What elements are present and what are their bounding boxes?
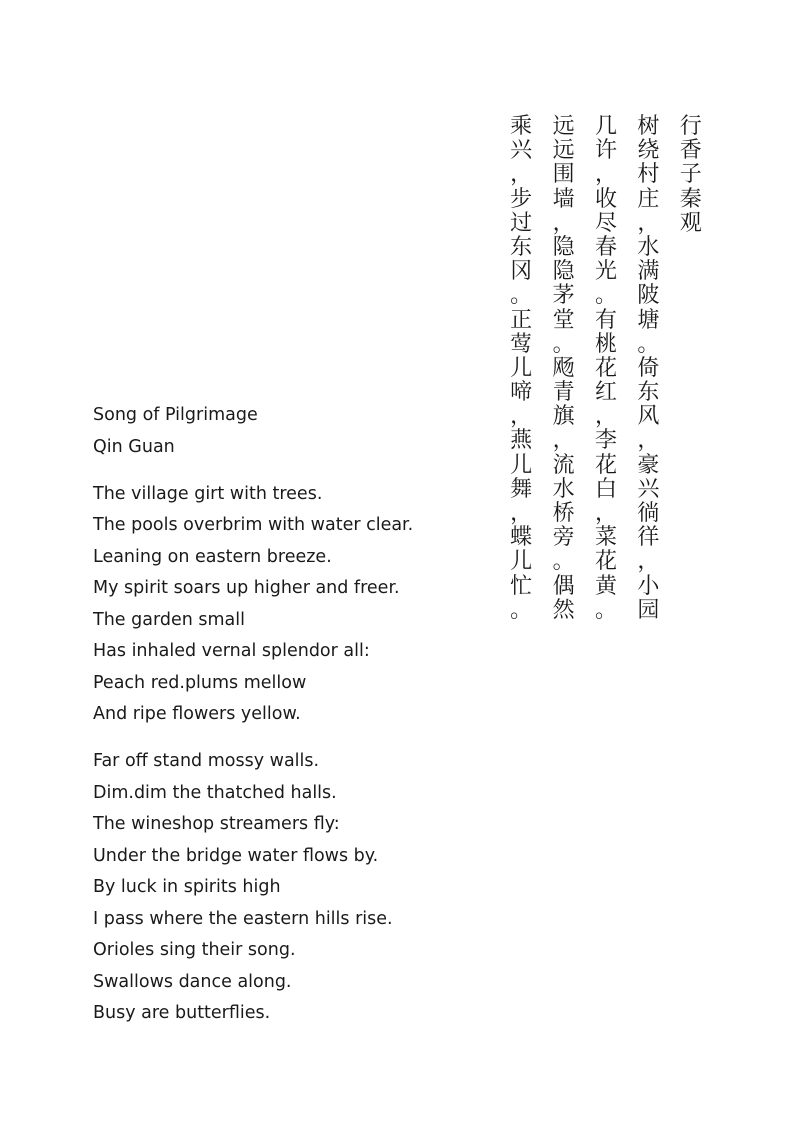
poem-line: Swallows dance along. [93,971,292,992]
chinese-glyph: ， [594,162,617,188]
chinese-glyph: 舞 [510,476,533,502]
chinese-glyph: ， [637,210,660,236]
chinese-glyph: 花 [594,355,617,381]
chinese-glyph: 庄 [637,186,660,212]
poem-line: By luck in spirits high [93,877,281,897]
chinese-glyph: 然 [552,597,575,623]
chinese-poem-column [542,115,584,675]
chinese-glyph: 李 [594,428,617,454]
chinese-glyph: 乘 [510,114,533,139]
poem-line: Far off stand mossy walls. [93,751,320,771]
chinese-glyph: 春 [594,234,617,260]
poem-line: Under the bridge water flows by. [93,845,379,866]
chinese-glyph: 正 [510,307,533,333]
poem-line: Has inhaled vernal splendor all: [93,641,370,661]
chinese-glyph: 墙 [552,186,575,212]
chinese-glyph: ， [510,162,533,188]
chinese-glyph: 远 [552,138,575,164]
chinese-glyph: 蝶 [510,525,533,551]
chinese-glyph: 旗 [552,404,575,430]
chinese-glyph: ， [552,428,575,454]
poem-line: The garden small [93,609,245,630]
chinese-poem-column [585,115,627,675]
chinese-glyph: 东 [510,234,533,260]
poem-line: And ripe flowers yellow. [93,704,301,724]
chinese-glyph: ， [594,404,617,430]
chinese-glyph: 黄 [594,573,617,599]
chinese-glyph: 光 [594,259,617,285]
poem-line: The pools overbrim with water clear. [93,515,414,535]
chinese-glyph: 忙 [510,573,533,599]
chinese-glyph: 。 [552,549,575,575]
chinese-glyph: 桥 [552,501,575,526]
chinese-glyph: 满 [637,259,660,285]
poem-line: The wineshop streamers fly: [93,814,340,834]
chinese-glyph: 青 [552,380,575,406]
chinese-glyph: ， [637,549,660,575]
chinese-title-column [670,115,712,675]
chinese-glyph: 树 [637,114,660,139]
chinese-glyph: 围 [552,162,575,188]
chinese-glyph: 陂 [637,283,660,309]
chinese-glyph: 东 [637,380,660,406]
chinese-glyph: 菜 [594,525,617,551]
chinese-glyph: 堂 [552,307,575,333]
chinese-glyph: ， [552,210,575,236]
chinese-glyph: 隐 [552,234,575,260]
chinese-glyph: 白 [594,476,617,502]
poem-line: Leaning on eastern breeze. [93,546,332,567]
chinese-glyph: 水 [637,234,660,260]
chinese-glyph: 兴 [510,138,533,164]
chinese-glyph: 许 [594,138,617,164]
chinese-glyph: 隐 [552,259,575,285]
chinese-glyph: 几 [594,114,617,139]
chinese-glyph: 园 [637,597,660,623]
chinese-glyph: 花 [594,549,617,575]
stanza-2 [93,746,513,1030]
poem-line: My spirit soars up higher and freer. [93,578,400,598]
chinese-glyph: 偶 [552,573,575,599]
chinese-glyph: 。 [510,597,533,623]
poem-author: Qin Guan [93,436,175,457]
chinese-glyph: 村 [637,162,660,188]
chinese-glyph: 冈 [510,259,533,285]
chinese-glyph: 。 [552,331,575,357]
chinese-glyph: 豪 [637,452,660,478]
poem-line: Orioles sing their song. [93,940,296,960]
poem-line: Peach red.plums mellow [93,672,307,693]
chinese-glyph: ， [510,501,533,526]
chinese-poem [500,115,712,675]
chinese-glyph: 燕 [510,428,533,454]
chinese-glyph: 。 [594,597,617,623]
chinese-glyph: ， [594,501,617,526]
chinese-glyph: 步 [510,186,533,212]
chinese-glyph: 。 [510,283,533,309]
chinese-glyph: 行 [679,114,702,139]
chinese-glyph: 过 [510,210,533,236]
chinese-glyph: 塘 [637,307,660,333]
chinese-glyph: 小 [637,573,660,599]
chinese-glyph: 茅 [552,283,575,309]
chinese-glyph: 绕 [637,138,660,164]
english-translation [93,400,513,1030]
chinese-glyph: 流 [552,452,575,478]
chinese-glyph: 兴 [637,476,660,502]
chinese-glyph: 远 [552,114,575,139]
chinese-glyph: 儿 [510,355,533,381]
chinese-glyph: 有 [594,307,617,333]
chinese-glyph: 徉 [637,525,660,551]
poem-line: I pass where the eastern hills rise. [93,908,393,929]
chinese-glyph: 旁 [552,525,575,551]
chinese-glyph: 风 [637,404,660,430]
chinese-poem-column [627,115,669,675]
chinese-glyph: 徜 [637,501,660,526]
chinese-glyph: 飏 [552,355,575,381]
chinese-glyph: 尽 [594,210,617,236]
poem-title: Song of Pilgrimage [93,405,258,425]
chinese-glyph: 。 [637,331,660,357]
chinese-glyph: 香 [679,138,702,164]
chinese-glyph: ， [637,428,660,454]
chinese-glyph: 莺 [510,331,533,357]
chinese-glyph: 。 [594,283,617,309]
poem-line: Busy are butterflies. [93,1003,271,1023]
poem-line: The village girt with trees. [93,483,323,504]
chinese-glyph: 儿 [510,452,533,478]
chinese-glyph: 桃 [594,331,617,357]
chinese-glyph: 啼 [510,380,533,406]
poem-line: Dim.dim the thatched halls. [93,782,337,803]
stanza-1 [93,479,513,731]
chinese-glyph: 观 [679,210,702,236]
chinese-glyph: 花 [594,452,617,478]
chinese-glyph: 红 [594,380,617,406]
chinese-glyph: 水 [552,476,575,502]
chinese-glyph: 倚 [637,355,660,381]
chinese-glyph: 秦 [679,186,702,212]
chinese-glyph: ， [510,404,533,430]
chinese-glyph: 子 [679,162,702,188]
chinese-glyph: 儿 [510,549,533,575]
chinese-glyph: 收 [594,186,617,212]
